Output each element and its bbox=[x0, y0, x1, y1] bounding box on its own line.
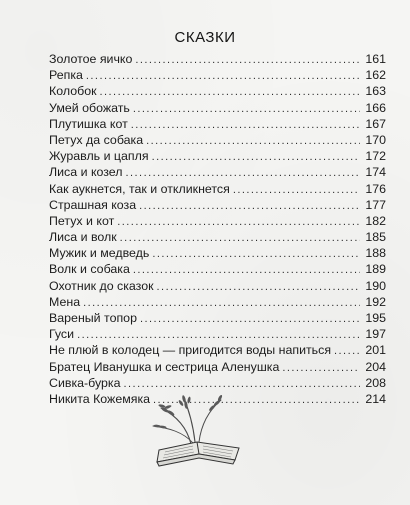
toc-entry-page: 189 bbox=[365, 262, 386, 277]
toc-entry-page: 174 bbox=[365, 165, 386, 180]
toc-entry-page: 177 bbox=[365, 197, 386, 212]
toc-dot-leader bbox=[77, 327, 360, 342]
toc-entry-title: Братец Иванушка и сестрица Аленушка bbox=[49, 359, 280, 374]
toc-entry-title: Сивка-бурка bbox=[49, 375, 121, 390]
toc-entry-page: 197 bbox=[365, 327, 386, 342]
section-title: СКАЗКИ bbox=[174, 29, 236, 46]
toc-entry-title: Мужик и медведь bbox=[49, 246, 150, 261]
table-of-contents bbox=[49, 51, 386, 407]
toc-entry bbox=[49, 342, 386, 358]
toc-entry-title: Никита Кожемяка bbox=[49, 391, 151, 406]
toc-entry-page: 188 bbox=[365, 246, 386, 261]
toc-entry-page: 201 bbox=[365, 343, 386, 358]
toc-entry-title: Умей обожать bbox=[49, 100, 130, 115]
toc-entry-title: Вареный топор bbox=[49, 311, 137, 325]
toc-entry-title: Петух и кот bbox=[49, 213, 115, 228]
toc-entry bbox=[49, 132, 386, 148]
toc-entry-page: 192 bbox=[365, 294, 386, 309]
toc-dot-leader bbox=[120, 230, 360, 245]
toc-dot-leader bbox=[131, 117, 360, 132]
toc-dot-leader bbox=[126, 165, 360, 180]
toc-entry bbox=[49, 51, 386, 67]
toc-entry-page: 163 bbox=[365, 84, 386, 99]
toc-entry bbox=[49, 100, 386, 116]
toc-dot-leader bbox=[334, 343, 360, 358]
toc-entry-page: 170 bbox=[365, 132, 386, 147]
toc-dot-leader bbox=[117, 214, 360, 229]
toc-entry-title: Лиса и волк bbox=[49, 230, 117, 245]
toc-entry bbox=[49, 83, 386, 99]
toc-entry bbox=[49, 197, 386, 213]
toc-entry-title: Журавль и цапля bbox=[49, 149, 149, 164]
toc-dot-leader bbox=[86, 68, 360, 83]
toc-entry-title: Лиса и козел bbox=[49, 165, 123, 180]
toc-dot-leader bbox=[83, 295, 360, 310]
toc-entry-page: 208 bbox=[365, 375, 386, 390]
toc-dot-leader bbox=[133, 262, 360, 277]
toc-entry-title: Мена bbox=[49, 294, 81, 309]
toc-entry bbox=[49, 326, 386, 342]
toc-dot-leader bbox=[233, 182, 360, 197]
toc-entry-page: 182 bbox=[365, 213, 386, 228]
toc-entry-title: Золотое яичко bbox=[49, 52, 133, 66]
toc-entry-title: Как аукнется, так и откликнется bbox=[49, 181, 230, 196]
toc-dot-leader bbox=[140, 311, 360, 326]
toc-entry-page: 190 bbox=[365, 278, 386, 293]
toc-entry bbox=[49, 294, 386, 310]
toc-dot-leader bbox=[135, 52, 360, 67]
toc-entry-title: Не плюй в колодец — пригодится воды напиться bbox=[49, 343, 332, 358]
toc-entry-page: 195 bbox=[365, 311, 386, 325]
toc-entry-title: Плутишка кот bbox=[49, 116, 128, 131]
toc-entry-title: Охотник до сказок bbox=[49, 278, 154, 293]
toc-entry-page: 161 bbox=[365, 52, 386, 66]
toc-dot-leader bbox=[146, 133, 360, 148]
toc-dot-leader bbox=[133, 101, 360, 116]
toc-entry bbox=[49, 261, 386, 277]
toc-entry-page: 166 bbox=[365, 100, 386, 115]
toc-dot-leader bbox=[152, 149, 360, 164]
toc-dot-leader bbox=[152, 246, 360, 261]
toc-entry-title: Репка bbox=[49, 68, 83, 83]
toc-entry-title: Гуси bbox=[49, 327, 75, 342]
toc-dot-leader bbox=[100, 84, 360, 99]
toc-dot-leader bbox=[282, 360, 360, 375]
toc-entry-title: Страшная коза bbox=[49, 197, 137, 212]
toc-entry bbox=[49, 278, 386, 294]
toc-entry bbox=[49, 116, 386, 132]
toc-entry bbox=[49, 229, 386, 245]
toc-entry-page: 204 bbox=[365, 359, 386, 374]
toc-entry-page: 176 bbox=[365, 181, 386, 196]
toc-entry-page: 185 bbox=[365, 230, 386, 245]
toc-entry-title: Петух да собака bbox=[49, 132, 144, 147]
toc-entry-page: 167 bbox=[365, 116, 386, 131]
toc-entry-title: Волк и собака bbox=[49, 262, 130, 277]
toc-entry bbox=[49, 213, 386, 229]
toc-entry bbox=[49, 148, 386, 164]
toc-dot-leader bbox=[139, 198, 360, 213]
toc-entry-page: 172 bbox=[365, 149, 386, 164]
toc-entry-page: 162 bbox=[365, 68, 386, 83]
toc-entry bbox=[49, 67, 386, 83]
toc-entry bbox=[49, 359, 386, 375]
toc-entry bbox=[49, 181, 386, 197]
toc-entry-page: 214 bbox=[365, 391, 386, 406]
toc-entry-title: Колобок bbox=[49, 84, 97, 99]
open-book-with-wheat-icon bbox=[147, 380, 257, 470]
toc-entry bbox=[49, 310, 386, 326]
toc-entry bbox=[49, 245, 386, 261]
toc-entry bbox=[49, 164, 386, 180]
toc-dot-leader bbox=[157, 279, 360, 294]
